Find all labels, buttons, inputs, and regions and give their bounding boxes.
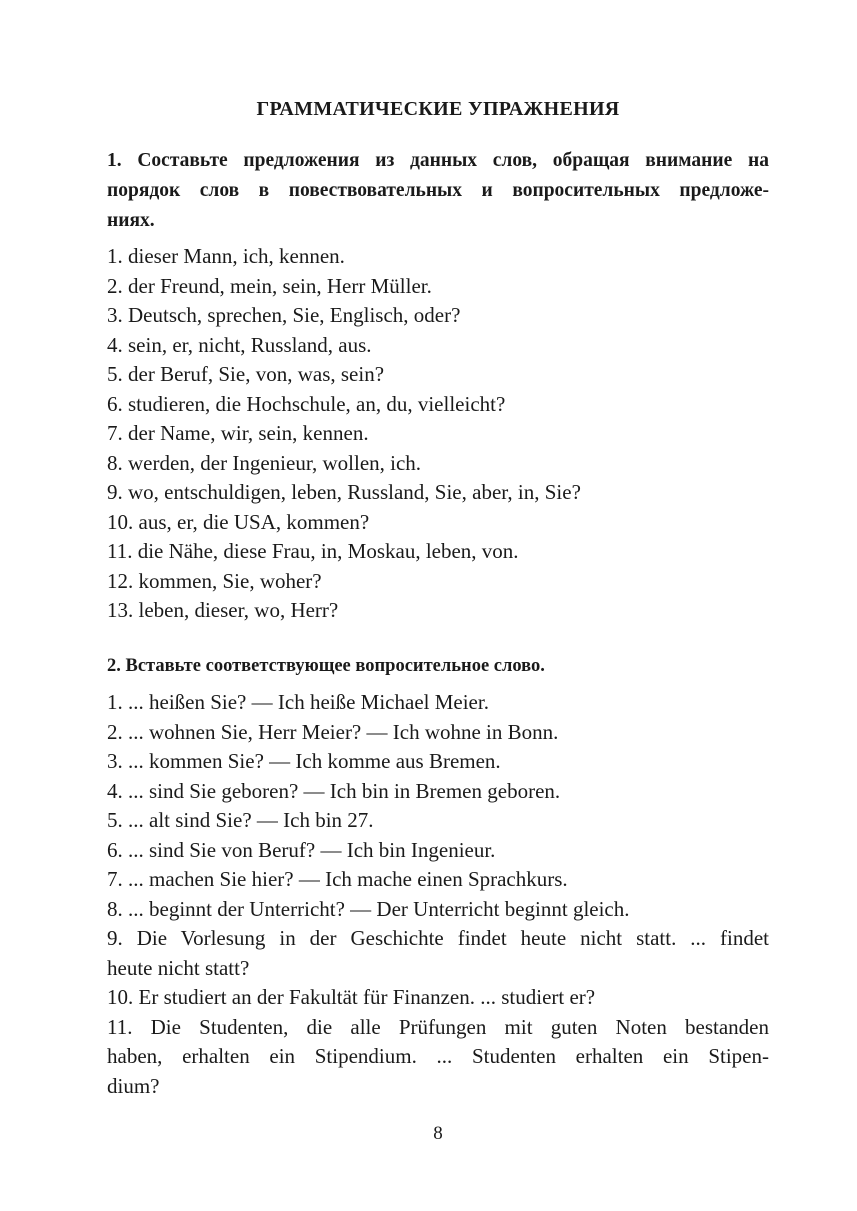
item-text: 4. sein, er, nicht, Russland, aus. [107, 332, 372, 357]
task-1-title-line: 1. Составьте предложения из данных слов, обращая внимание на [107, 150, 769, 171]
item-text: 8. werden, der Ingenieur, wollen, ich. [107, 450, 422, 475]
item-text: 5. ... alt sind Sie? — Ich bin 27. [107, 808, 374, 832]
item-text: 1. dieser Mann, ich, kennen. [107, 244, 345, 268]
task-2-title-line: 2. Вставьте соответствующее вопросительное слово. [107, 656, 545, 676]
task-1-item [107, 301, 769, 331]
item-text: 3. Deutsch, sprechen, Sie, Englisch, oder? [107, 303, 461, 327]
task-2-list [107, 688, 769, 1101]
item-text: 12. kommen, Sie, woher? [107, 568, 322, 593]
item-text: 11. die Nähe, diese Frau, in, Moskau, leben, von. [107, 539, 519, 563]
item-text: haben, erhalten ein Stipendium. ... Studenten erhalten ein Stipen- [107, 1044, 769, 1068]
item-text: 13. leben, dieser, wo, Herr? [107, 598, 339, 622]
task-2-item [107, 747, 769, 777]
item-text: 2. der Freund, mein, sein, Herr Müller. [107, 273, 432, 298]
item-text: 7. der Name, wir, sein, kennen. [107, 421, 369, 445]
item-text: 2. ... wohnen Sie, Herr Meier? — Ich wohne in Bonn. [107, 719, 559, 744]
task-1-item [107, 419, 769, 449]
item-text: 5. der Beruf, Sie, von, was, sein? [107, 362, 385, 386]
task-1-list [107, 242, 769, 626]
task-1-item [107, 272, 769, 302]
page-heading: ГРАММАТИЧЕСКИЕ УПРАЖНЕНИЯ [256, 98, 620, 120]
task-1-item [107, 537, 769, 567]
task-2-item [107, 924, 769, 983]
task-1-item [107, 449, 769, 479]
task-1-item [107, 567, 769, 597]
task-2-item [107, 1013, 769, 1102]
task-2-item [107, 895, 769, 925]
item-text: 10. Er studiert an der Fakultät für Finanzen. ... studiert er? [107, 985, 596, 1009]
task-2-item [107, 688, 769, 718]
item-text: dium? [107, 1073, 160, 1098]
task-1-item [107, 390, 769, 420]
task-1-title [107, 146, 769, 236]
task-1-item [107, 331, 769, 361]
item-text: 8. ... beginnt der Unterricht? — Der Unterricht beginnt gleich. [107, 896, 630, 921]
task-2-item [107, 777, 769, 807]
task-1-title-line: ниях. [107, 210, 155, 231]
item-text: 7. ... machen Sie hier? — Ich mache einen Sprachkurs. [107, 867, 568, 891]
item-text: 3. ... kommen Sie? — Ich komme aus Bremen. [107, 749, 501, 773]
task-2-title [107, 651, 769, 681]
task-2-item [107, 718, 769, 748]
item-text: 9. wo, entschuldigen, leben, Russland, Sie, aber, in, Sie? [107, 480, 581, 504]
task-1-title-line: порядок слов в повествовательных и вопросительных предложе- [107, 180, 769, 201]
task-1-item [107, 478, 769, 508]
task-2-item [107, 806, 769, 836]
item-text: 6. ... sind Sie von Beruf? — Ich bin Ingenieur. [107, 837, 496, 862]
item-text: 10. aus, er, die USA, kommen? [107, 509, 370, 534]
page-number: 8 [433, 1123, 443, 1144]
task-1-item [107, 242, 769, 272]
task-1-item [107, 360, 769, 390]
item-text: 6. studieren, die Hochschule, an, du, vielleicht? [107, 391, 506, 416]
task-2-item [107, 983, 769, 1013]
task-1-item [107, 508, 769, 538]
item-text: 4. ... sind Sie geboren? — Ich bin in Bremen geboren. [107, 778, 561, 803]
task-2-item [107, 865, 769, 895]
item-text: 1. ... heißen Sie? — Ich heiße Michael Meier. [107, 690, 489, 714]
item-text: 9. Die Vorlesung in der Geschichte findet heute nicht statt. ... findet [107, 926, 769, 950]
task-2-item [107, 836, 769, 866]
item-text: heute nicht statt? [107, 955, 250, 980]
task-1-item [107, 596, 769, 626]
item-text: 11. Die Studenten, die alle Prüfungen mit guten Noten bestanden [107, 1014, 769, 1039]
